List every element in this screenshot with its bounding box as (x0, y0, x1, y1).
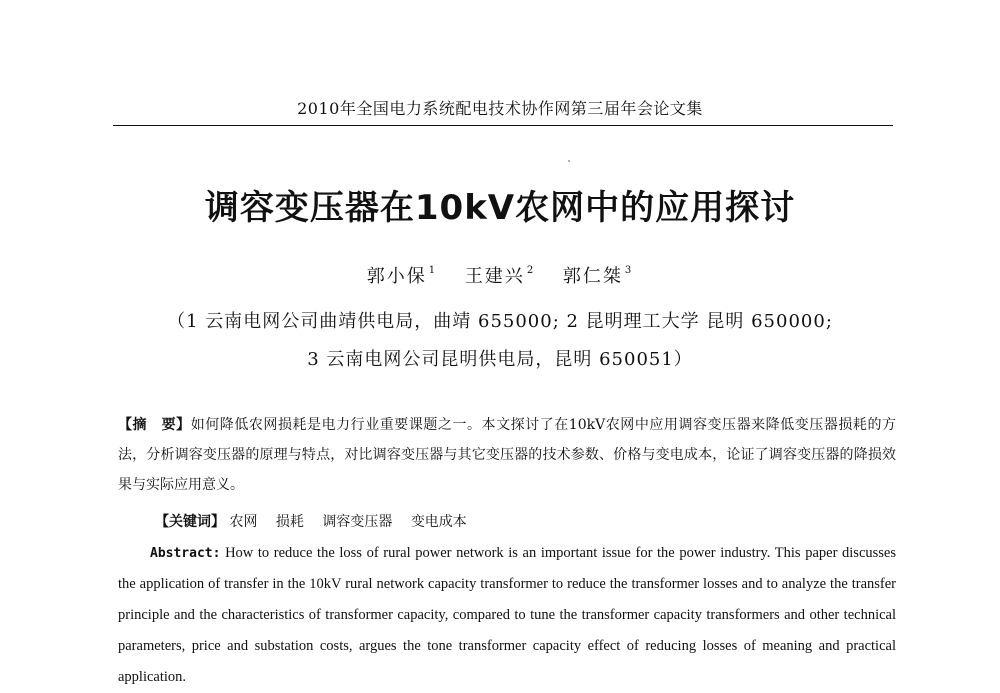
keywords-label: 【关键词】 (155, 514, 225, 530)
abstract-cn-text: 如何降低农网损耗是电力行业重要课题之一。本文探讨了在10kV农网中应用调容变压器来降低变压器损耗的方法，分析调容变压器的原理与特点，对比调容变压器与其它变压器的技术参数、价格与变电成本，论证了调容变压器的降损效果与实际应用意义。 (118, 417, 897, 493)
keyword: 损耗 (275, 514, 304, 530)
header-rule (113, 125, 893, 126)
author-name: 郭仁桀 (562, 266, 623, 287)
author-name: 王建兴 (464, 266, 525, 287)
author (465, 266, 535, 287)
affiliation-line: （1 云南电网公司曲靖供电局，曲靖 655000; 2 昆明理工大学 昆明 650000; (167, 311, 833, 332)
abstract-english (118, 538, 896, 693)
affiliation-line: 3 云南电网公司昆明供电局，昆明 650051） (307, 349, 693, 370)
keywords (155, 511, 481, 531)
keyword: 变电成本 (410, 514, 467, 530)
running-header: 2010年全国电力系统配电技术协作网第三届年会论文集 (297, 99, 703, 118)
author (563, 266, 633, 287)
author-affil-mark: 1 (428, 265, 438, 276)
author-line (0, 262, 1000, 288)
scan-speck (568, 160, 570, 162)
abstract-en-label: Abstract: (150, 546, 221, 561)
abstract-en-text: How to reduce the loss of rural power network is an important issue for the power industry. This paper discusses the application of transfer in the 10kV rural network capacity transformer to reduce the transformer losses and to analyze the transfer principle and the characteristics of transformer capacity, compared to tune the transformer capacity transformers and other technical parameters, price and substation costs, argues the tone transformer capacity effect of reducing losses of meaning and practical application. (118, 545, 896, 685)
paper-title: 调容变压器在10kV农网中的应用探讨 (204, 188, 796, 228)
author-affil-mark: 2 (526, 265, 536, 276)
author-name: 郭小保 (366, 266, 427, 287)
author (367, 266, 437, 287)
abstract-chinese (118, 410, 896, 500)
abstract-cn-label: 【摘 要】 (118, 417, 191, 433)
keyword: 农网 (229, 514, 258, 530)
author-affil-mark: 3 (624, 265, 634, 276)
keyword: 调容变压器 (322, 514, 393, 530)
